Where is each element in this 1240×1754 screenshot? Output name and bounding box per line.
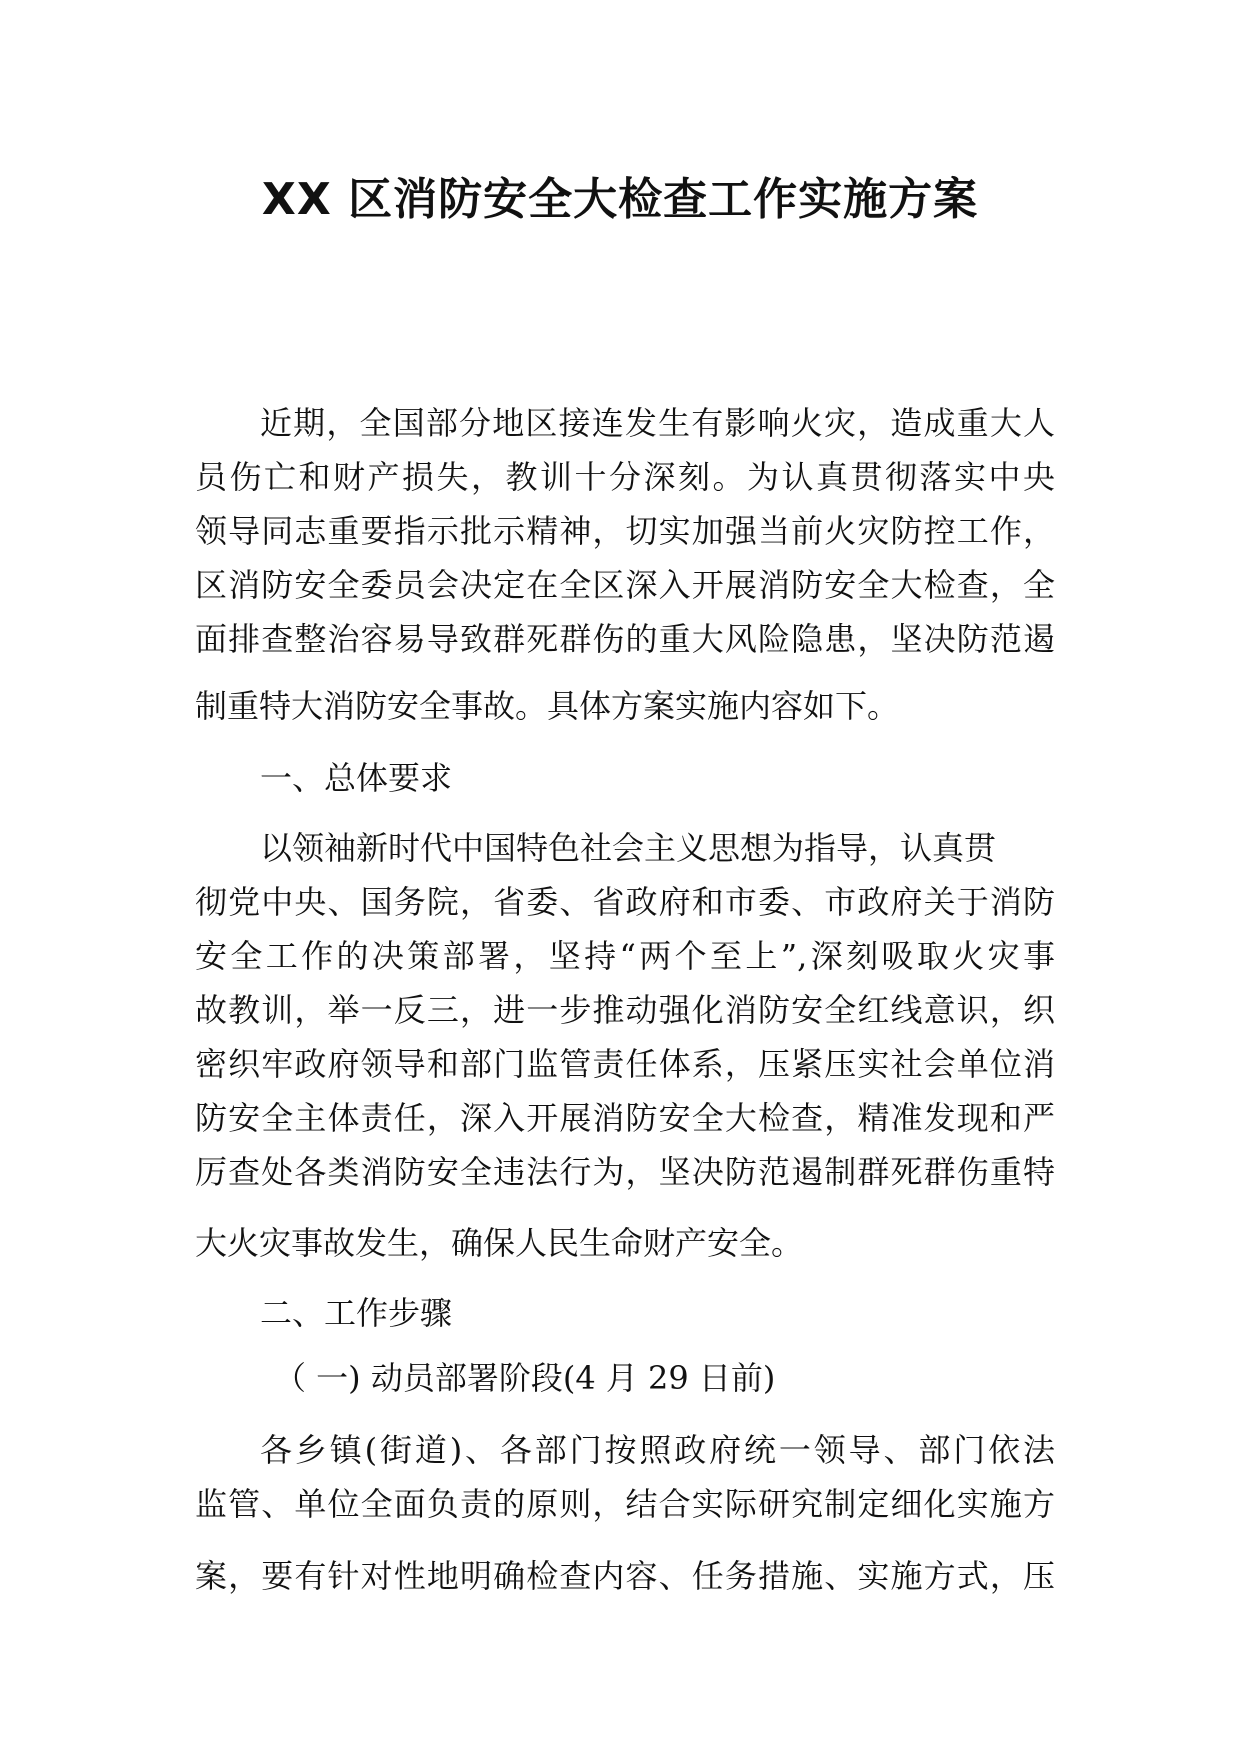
paragraph-line: 近期，全国部分地区接连发生有影响火灾，造成重大人 [260,404,1055,442]
paragraph-line: 领导同志重要指示批示精神，切实加强当前火灾防控工作， [195,512,1055,550]
paragraph-line: 厉查处各类消防安全违法行为，坚决防范遏制群死群伤重特 [195,1153,1055,1191]
paragraph-line: 员伤亡和财产损失，教训十分深刻。为认真贯彻落实中央 [195,458,1055,496]
paragraph-line: 面排查整治容易导致群死群伤的重大风险隐患，坚决防范遏 [195,620,1055,658]
section-heading: 一、总体要求 [260,759,453,797]
paragraph-line: 区消防安全委员会决定在全区深入开展消防安全大检查，全 [195,566,1055,604]
section-heading: 二、工作步骤 [260,1294,453,1332]
subsection-heading: （ 一) 动员部署阶段(4 月 29 日前) [274,1359,776,1397]
paragraph-line: 大火灾事故发生，确保人民生命财产安全。 [195,1224,804,1262]
paragraph-line: 监管、单位全面负责的原则，结合实际研究制定细化实施方 [195,1485,1055,1523]
paragraph-line: 故教训，举一反三，进一步推动强化消防安全红线意识，织 [195,991,1055,1029]
paragraph-line: 防安全主体责任，深入开展消防安全大检查，精准发现和严 [195,1099,1055,1137]
document-title: XX 区消防安全大检查工作实施方案 [261,174,979,225]
paragraph-line: 制重特大消防安全事故。具体方案实施内容如下。 [195,687,900,725]
paragraph-line: 以领袖新时代中国特色社会主义思想为指导，认真贯 [260,829,997,867]
paragraph-line: 安全工作的决策部署，坚持“两个至上”,深刻吸取火灾事 [195,937,1055,975]
paragraph-line: 彻党中央、国务院，省委、省政府和市委、市政府关于消防 [195,883,1055,921]
paragraph-line: 各乡镇(街道)、各部门按照政府统一领导、部门依法 [260,1431,1055,1469]
paragraph-line: 案，要有针对性地明确检查内容、任务措施、实施方式，压 [195,1557,1055,1595]
paragraph-line: 密织牢政府领导和部门监管责任体系，压紧压实社会单位消 [195,1045,1055,1083]
